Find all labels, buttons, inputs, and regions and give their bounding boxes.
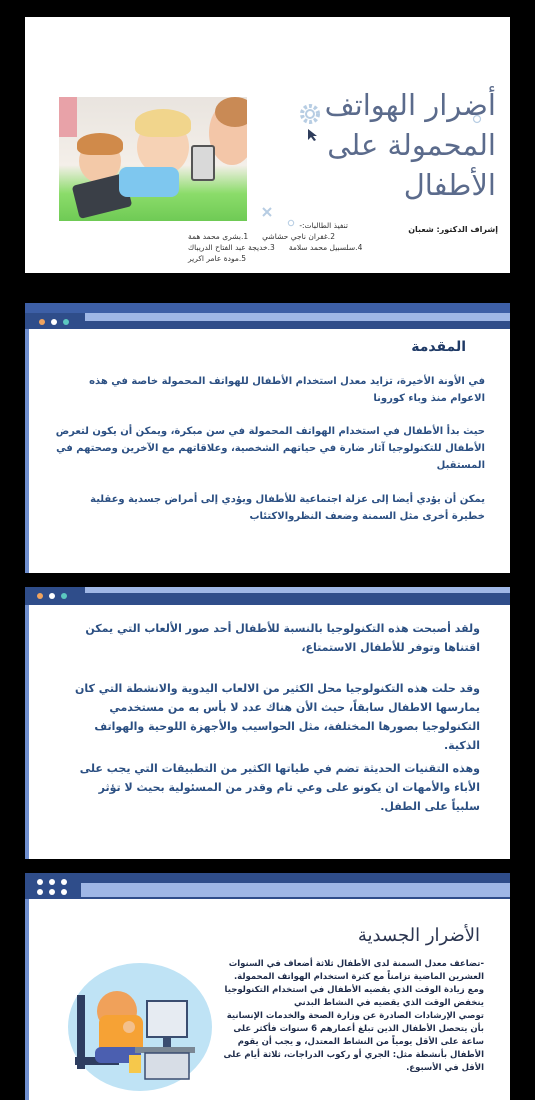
dot-icon (63, 319, 69, 325)
dot-icon (37, 593, 43, 599)
header-bar-light (85, 313, 510, 321)
header-bar-light (81, 883, 510, 897)
section-heading: الأضرار الجسدية (357, 925, 480, 946)
executors-list (188, 220, 388, 264)
physical-harms-text (219, 958, 484, 1075)
technology-slide (25, 587, 510, 859)
dot-icon (49, 889, 55, 895)
dot-icon (39, 319, 45, 325)
physical-harms-slide (25, 873, 510, 1100)
intro-paragraph: في الأونة الأخيرة، تزايد معدل استخدام الأطفال للهواتف المحمولة خاصة في هذه الاعوام منذ وباء كورونا (89, 376, 485, 404)
dot-icon (37, 879, 43, 885)
executors-row (188, 231, 388, 242)
executor-name: 1.بشرى محمد همة (188, 232, 249, 241)
dot-icon (61, 879, 67, 885)
window-dots (37, 889, 67, 895)
supervisor-credit: إشراف الدكتور: شعبان (408, 225, 498, 234)
presentation-title: أضرار الهواتف المحمولة على الأطفال (324, 88, 496, 202)
window-dots (37, 593, 67, 599)
dot-icon (49, 593, 55, 599)
dot-icon (61, 593, 67, 599)
left-accent-line (25, 329, 29, 573)
tech-paragraph: ولقد أصبحت هذه التكنولوجيا بالنسبة للأطفال أحد صور الألعاب التي يمكن اقتناها وتوفر للأطفال الاستمتاع، (85, 622, 480, 654)
left-accent-line (25, 605, 29, 859)
header-bar-light (85, 587, 510, 593)
dot-icon (61, 889, 67, 895)
harms-line: -تضاعف معدل السمنة لدى الأطفال ثلاثة أضعاف في السنوات العشرين الماضية تزامناً مع كثرة استخدام الهواتف المحمولة. (228, 959, 484, 982)
window-dots (37, 879, 67, 885)
executor-name: 5.مودة عامر اكرير (188, 254, 247, 263)
introduction-slide (25, 303, 510, 573)
executor-name: 2.غفران ناجي حشاشي (262, 232, 335, 241)
dot-icon (51, 319, 57, 325)
dot-icon (37, 889, 43, 895)
section-heading: المقدمة (411, 339, 466, 355)
cross-icon (262, 207, 272, 217)
header-bar-top (25, 303, 510, 313)
children-with-phones-photo (59, 97, 247, 221)
tech-paragraph: وقد حلت هذه التكنولوجيا محل الكثير من الالعاب اليدوية والانشطة التي كان يمارسها الاطفال سابقاً، حيث الأن هناك عدد لا بأس به من مستخدمي التكنولوجيا بصورها المختلفة، مثل الحواسيب والأجهزة اللوحية والهواتف الذكية. (74, 682, 480, 752)
executors-label: تنفيذ الطالبات:- (299, 221, 348, 230)
left-accent-line (25, 899, 29, 1100)
tech-paragraph: وهذه التقنيات الحديثة تضم في طياتها الكثير من التطبيقات التي يجب على الأباء والأمهات ان يكونو على وعي تام وقدر من المسئولية بحيث لا تؤثر سلبياً على الطفل. (79, 762, 480, 813)
child-at-computer-illustration (65, 955, 215, 1095)
harms-line: توصي الإرشادات الصادرة عن وزارة الصحة والخدمات الإنسانية بأن يتحصل الأطفال الذين تبلغ أعمارهم 6 سنوات فأكثر على ساعة على الأقل يومياً من النشاط المعتدل، و يجب أن يقوم الأطفال بأنشطة مثل: الجري أو ركوب الدراجات، ثلاثة أيام على الأقل في الأسبوع. (223, 1011, 484, 1073)
executor-name: 4.سلسبيل محمد سلامة (288, 243, 363, 252)
executors-row (188, 253, 388, 264)
executors-row (188, 242, 388, 253)
harms-line: ومع زيادة الوقت الذي يقضيه الأطفال في استخدام التكنولوجيا ينخفض الوقت الذي يقضيه في النشاط البدني (224, 985, 484, 1008)
dot-icon (49, 879, 55, 885)
executor-name: 3.خديجة عبد الفتاح الدريباك (188, 243, 275, 252)
intro-paragraph: حيث بدأ الأطفال في استخدام الهواتف المحمولة في سن مبكرة، ويمكن أن يكون لتعرض الأطفال للتكنولوجيا آثار ضارة في حياتهم الشخصية، وعلاقاتهم مع الآخرين وصحتهم في المستقبل (55, 426, 485, 471)
window-dots (39, 319, 69, 325)
intro-paragraph: يمكن أن يؤدي أيضا إلى عزلة اجتماعية للأطفال ويؤدي إلى أمراض جسدية وعقلية خطيرة أخرى مثل السمنة وضعف النظروالاكتئاب (90, 494, 485, 522)
title-slide (25, 17, 510, 273)
